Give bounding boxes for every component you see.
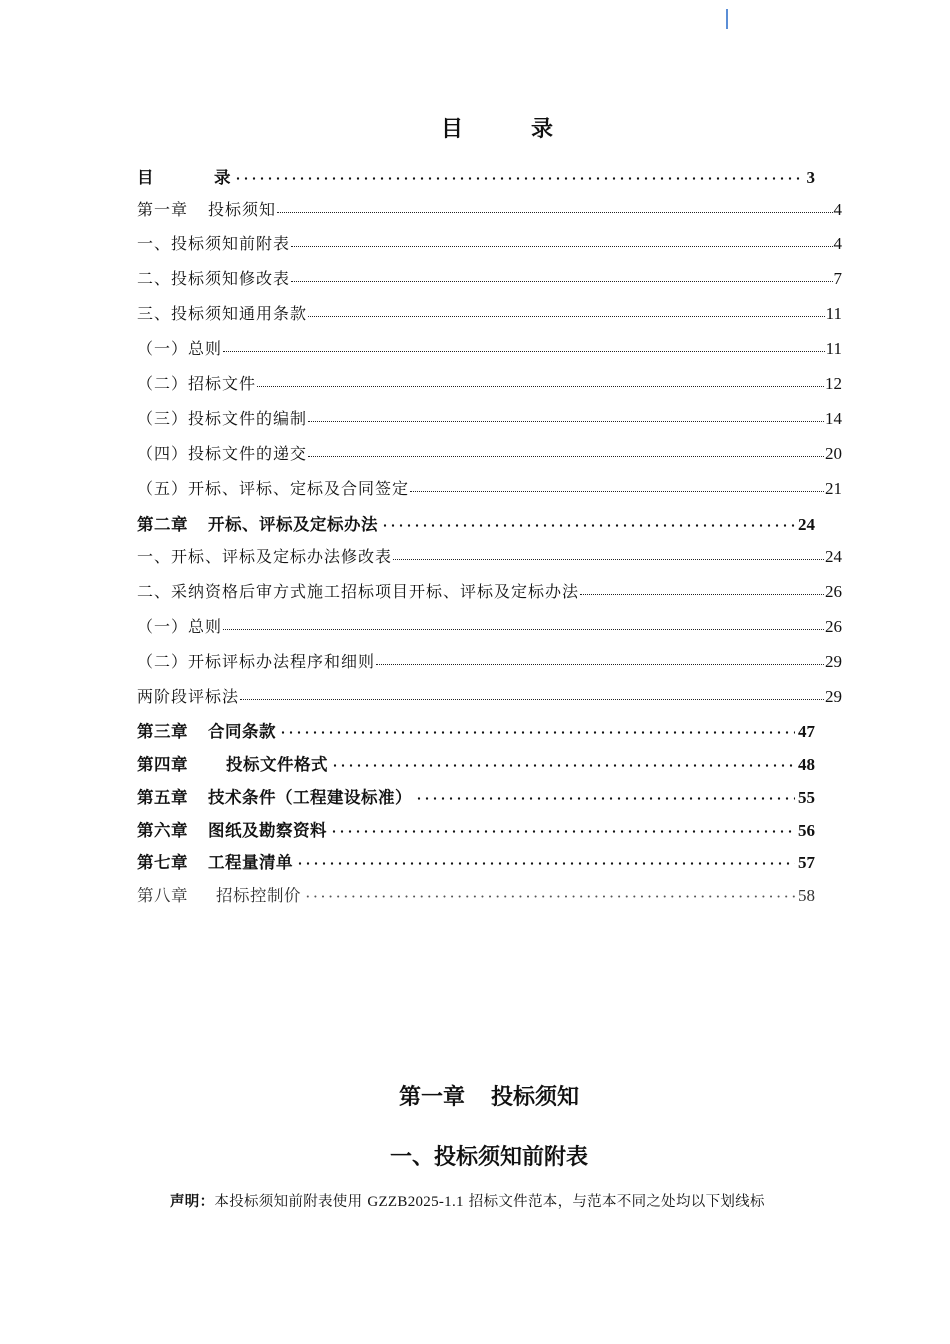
- template-code: GZZB2025-1.1: [367, 1194, 464, 1210]
- toc-entry-label: 开标、评标及定标办法: [208, 515, 378, 534]
- leader-dots: [410, 478, 824, 494]
- toc-entry-page: 57: [798, 853, 815, 872]
- leader-dots: [393, 546, 824, 562]
- toc-entry[interactable]: [137, 614, 842, 638]
- toc-title-left: 目: [440, 116, 469, 142]
- leader-dots: [232, 167, 806, 184]
- toc-entry-label: 目: [137, 168, 154, 187]
- statement-label: 声明：: [170, 1193, 215, 1210]
- toc-entry-label: 投标须知: [208, 200, 277, 219]
- leader-dots: [291, 233, 832, 249]
- statement-text: 本投标须知前附表使用: [214, 1194, 363, 1210]
- toc-entry-label: 第二章: [137, 515, 188, 534]
- section-heading: [0, 1140, 950, 1171]
- toc-entry-page: 14: [825, 409, 842, 428]
- toc-title: [0, 112, 950, 143]
- toc-entry[interactable]: [137, 649, 842, 673]
- leader-dots: [302, 885, 797, 902]
- text-cursor-marker: [726, 9, 728, 29]
- toc-entry-page: 20: [825, 444, 842, 463]
- toc-entry-label: （五）开标、评标、定标及合同签定: [137, 479, 410, 498]
- toc-entry[interactable]: [137, 231, 842, 255]
- leader-dots: [376, 651, 824, 667]
- toc-entry-label: 三、投标须知通用条款: [137, 304, 308, 323]
- toc-entry-label: 第一章: [137, 200, 189, 219]
- toc-entry-label: （一）总则: [137, 617, 223, 636]
- leader-dots: [223, 616, 824, 632]
- toc-entry-chapter-3[interactable]: [137, 718, 815, 742]
- toc-entry-chapter-2[interactable]: [137, 511, 815, 535]
- toc-entry-page: 24: [798, 515, 815, 534]
- toc-entry-chapter-6[interactable]: [137, 817, 815, 841]
- toc-entry-label: 一、开标、评标及定标办法修改表: [137, 547, 393, 566]
- toc-entry-label: 合同条款: [208, 722, 276, 741]
- toc-entry-label: （三）投标文件的编制: [137, 409, 308, 428]
- toc-entry-label: 录: [214, 168, 231, 187]
- leader-dots: [379, 514, 797, 531]
- toc-entry[interactable]: [137, 266, 842, 290]
- toc-entry-label: （二）开标评标办法程序和细则: [137, 652, 376, 671]
- toc-entry-contents[interactable]: [137, 164, 815, 188]
- toc-entry[interactable]: [137, 301, 842, 325]
- toc-entry-page: 12: [825, 374, 842, 393]
- toc-title-right: 录: [531, 116, 560, 142]
- toc-entry[interactable]: [137, 406, 842, 430]
- toc-entry-page: 3: [806, 168, 815, 187]
- toc-entry[interactable]: [137, 371, 842, 395]
- chapter-heading: [0, 1080, 950, 1111]
- toc-entry-label: （二）招标文件: [137, 374, 257, 393]
- toc-entry[interactable]: [137, 544, 842, 568]
- toc-entry-label: （一）总则: [137, 339, 223, 358]
- toc-entry-page: 55: [798, 788, 815, 807]
- toc-entry-page: 58: [798, 886, 815, 905]
- toc-entry-label: 第八章: [137, 886, 188, 905]
- leader-dots: [277, 199, 832, 215]
- toc-entry-page: 26: [825, 617, 842, 636]
- leader-dots: [257, 373, 824, 389]
- leader-dots: [294, 852, 797, 869]
- toc-entry-label: 二、投标须知修改表: [137, 269, 291, 288]
- toc-entry-page: 47: [798, 722, 815, 741]
- toc-entry-label: 招标控制价: [216, 886, 301, 905]
- toc-entry-page: 21: [825, 479, 842, 498]
- toc-entry-page: 24: [825, 547, 842, 566]
- toc-entry-label: 二、采纳资格后审方式施工招标项目开标、评标及定标办法: [137, 582, 580, 601]
- toc-entry-page: 11: [825, 304, 842, 323]
- toc-entry[interactable]: [137, 336, 842, 360]
- toc-entry-page: 29: [825, 652, 842, 671]
- toc-entry-chapter-4[interactable]: [137, 751, 815, 775]
- toc-entry-label: 第三章: [137, 722, 188, 741]
- toc-entry[interactable]: [137, 684, 842, 708]
- toc-entry-chapter-1[interactable]: [137, 197, 842, 221]
- toc-entry-page: 7: [833, 269, 842, 288]
- toc-entry[interactable]: [137, 579, 842, 603]
- statement-text: 招标文件范本，与范本不同之处均以下划线标: [468, 1194, 765, 1210]
- toc-entry-page: 48: [798, 755, 815, 774]
- leader-dots: [328, 820, 797, 837]
- leader-dots: [291, 268, 832, 284]
- toc-entry-page: 26: [825, 582, 842, 601]
- toc-entry-label: 技术条件（工程建设标准）: [208, 788, 412, 807]
- leader-dots: [329, 754, 797, 771]
- leader-dots: [240, 686, 824, 702]
- toc-entry-label: （四）投标文件的递交: [137, 444, 308, 463]
- toc-entry-label: 图纸及勘察资料: [208, 821, 327, 840]
- toc-entry-page: 11: [825, 339, 842, 358]
- toc-entry-page: 4: [833, 234, 842, 253]
- toc-entry-page: 4: [833, 200, 842, 219]
- toc-entry[interactable]: [137, 441, 842, 465]
- toc-entry-label: 第四章: [137, 755, 188, 774]
- toc-entry-label: 第六章: [137, 821, 188, 840]
- leader-dots: [223, 338, 825, 354]
- leader-dots: [308, 408, 824, 424]
- leader-dots: [308, 443, 824, 459]
- toc-entry-chapter-7[interactable]: [137, 849, 815, 873]
- leader-dots: [277, 721, 797, 738]
- toc-entry-label: 一、投标须知前附表: [137, 234, 291, 253]
- chapter-title: 投标须知: [491, 1085, 580, 1110]
- toc-entry[interactable]: [137, 476, 842, 500]
- leader-dots: [308, 303, 825, 319]
- leader-dots: [580, 581, 824, 597]
- toc-entry-label: 第七章: [137, 853, 188, 872]
- chapter-number: 第一章: [398, 1085, 465, 1110]
- toc-entry-label: 两阶段评标法: [137, 687, 240, 706]
- leader-dots: [413, 787, 797, 804]
- toc-entry-label: 工程量清单: [208, 853, 293, 872]
- section-title: 一、投标须知前附表: [389, 1145, 588, 1170]
- toc-entry-label: 第五章: [137, 788, 188, 807]
- statement-paragraph: [170, 1190, 765, 1211]
- toc-entry-page: 29: [825, 687, 842, 706]
- toc-entry-label: 投标文件格式: [226, 755, 328, 774]
- toc-entry-chapter-5[interactable]: [137, 784, 815, 808]
- toc-entry-page: 56: [798, 821, 815, 840]
- toc-entry-chapter-8[interactable]: [137, 882, 815, 906]
